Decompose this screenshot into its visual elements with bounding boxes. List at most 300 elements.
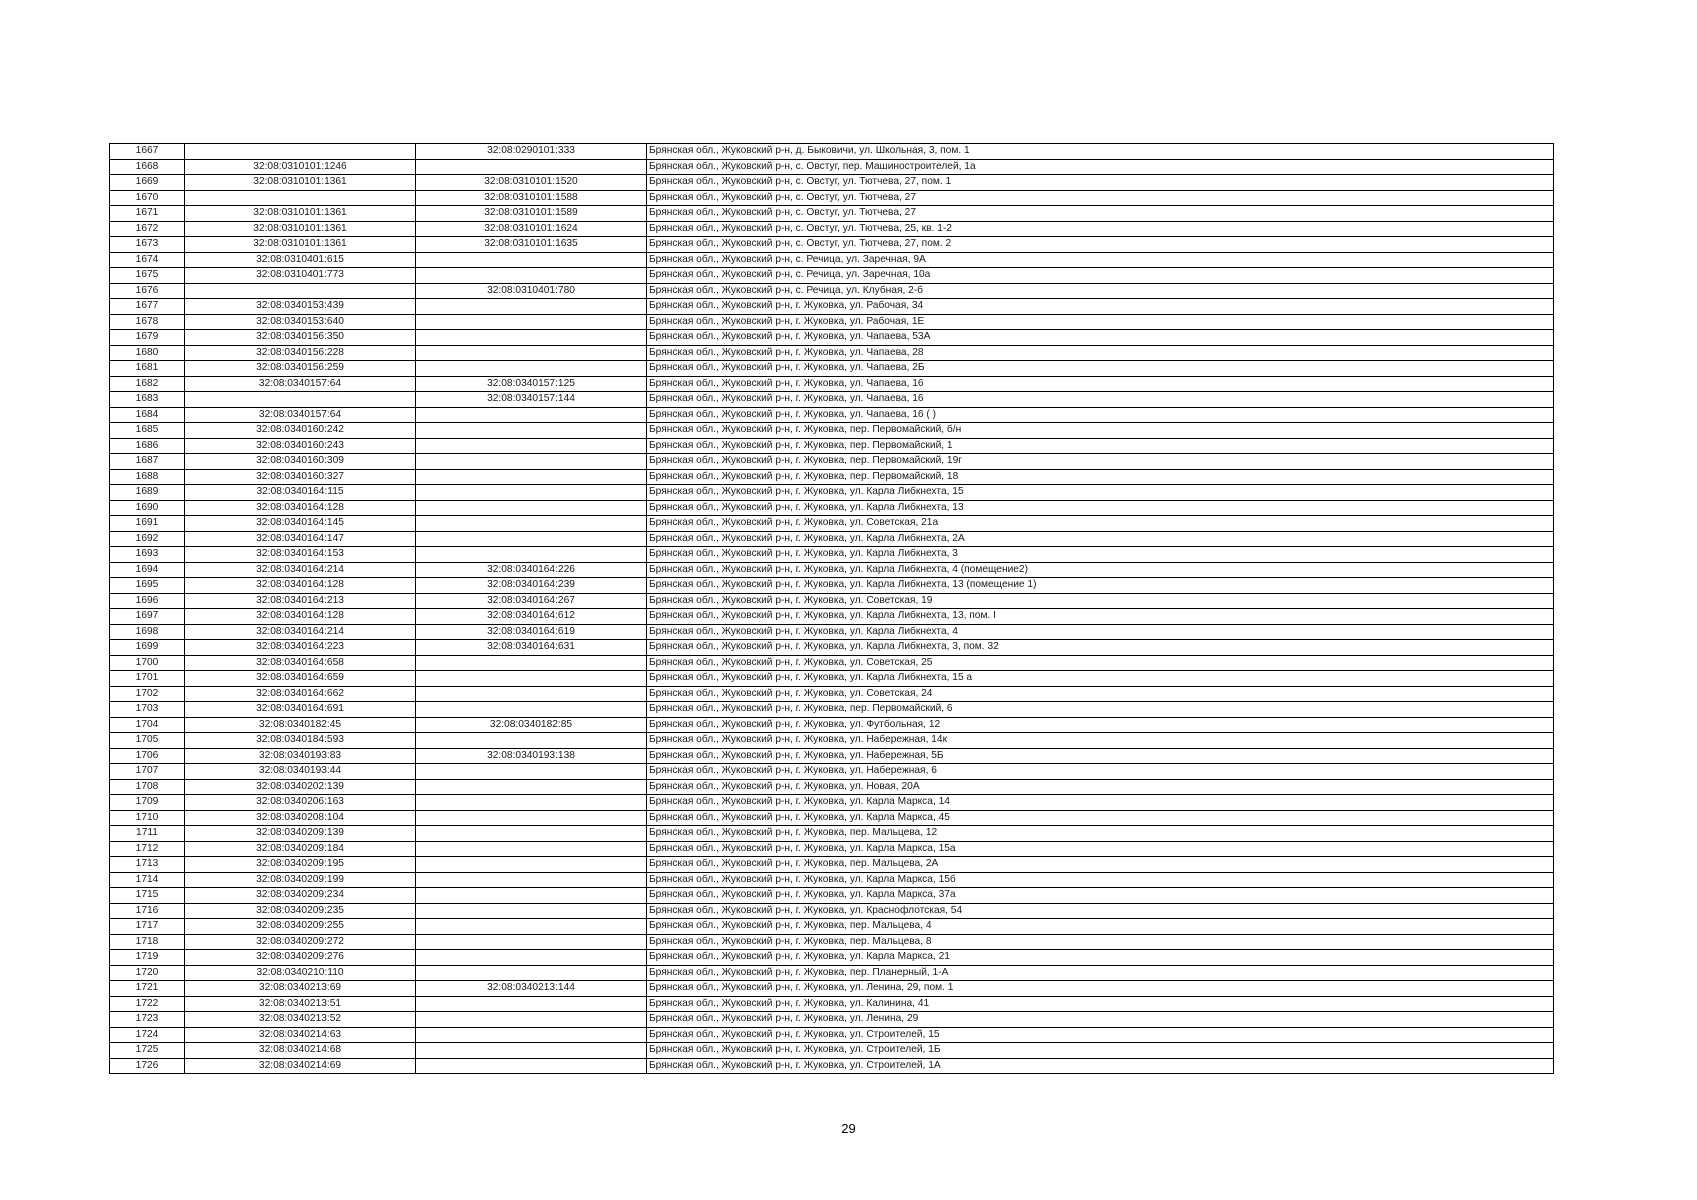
address-cell: Брянская обл., Жуковский р-н, г. Жуковка, пер. Первомайский, 19г — [647, 454, 1554, 470]
address-cell: Брянская обл., Жуковский р-н, г. Жуковка, ул. Карла Либкнехта, 4 — [647, 624, 1554, 640]
table-row — [110, 996, 1554, 1012]
row-number-cell: 1703 — [110, 702, 185, 718]
object-cadastral-number-cell: 32:08:0310401:780 — [416, 283, 647, 299]
object-cadastral-number-cell: 32:08:0340164:267 — [416, 593, 647, 609]
table-row — [110, 764, 1554, 780]
land-cadastral-number-cell: 32:08:0340209:184 — [185, 841, 416, 857]
land-cadastral-number-cell: 32:08:0340184:593 — [185, 733, 416, 749]
object-cadastral-number-cell — [416, 826, 647, 842]
row-number-cell: 1674 — [110, 252, 185, 268]
table-row — [110, 345, 1554, 361]
object-cadastral-number-cell — [416, 159, 647, 175]
object-cadastral-number-cell — [416, 655, 647, 671]
address-cell: Брянская обл., Жуковский р-н, г. Жуковка, ул. Строителей, 1Б — [647, 1043, 1554, 1059]
table-row — [110, 748, 1554, 764]
row-number-cell: 1679 — [110, 330, 185, 346]
object-cadastral-number-cell — [416, 314, 647, 330]
row-number-cell: 1676 — [110, 283, 185, 299]
table-row — [110, 268, 1554, 284]
address-cell: Брянская обл., Жуковский р-н, г. Жуковка, пер. Первомайский, 1 — [647, 438, 1554, 454]
table-row — [110, 531, 1554, 547]
object-cadastral-number-cell — [416, 454, 647, 470]
row-number-cell: 1722 — [110, 996, 185, 1012]
land-cadastral-number-cell: 32:08:0340164:213 — [185, 593, 416, 609]
address-cell: Брянская обл., Жуковский р-н, г. Жуковка, ул. Советская, 19 — [647, 593, 1554, 609]
object-cadastral-number-cell — [416, 423, 647, 439]
object-cadastral-number-cell — [416, 345, 647, 361]
address-cell: Брянская обл., Жуковский р-н, д. Быковичи, ул. Школьная, 3, пом. 1 — [647, 144, 1554, 160]
address-cell: Брянская обл., Жуковский р-н, г. Жуковка, ул. Футбольная, 12 — [647, 717, 1554, 733]
land-cadastral-number-cell: 32:08:0340164:214 — [185, 562, 416, 578]
table-row — [110, 221, 1554, 237]
row-number-cell: 1669 — [110, 175, 185, 191]
object-cadastral-number-cell — [416, 764, 647, 780]
object-cadastral-number-cell — [416, 1012, 647, 1028]
address-cell: Брянская обл., Жуковский р-н, г. Жуковка, пер. Планерный, 1-А — [647, 965, 1554, 981]
row-number-cell: 1686 — [110, 438, 185, 454]
table-row — [110, 516, 1554, 532]
land-cadastral-number-cell: 32:08:0340209:234 — [185, 888, 416, 904]
table-row — [110, 190, 1554, 206]
land-cadastral-number-cell: 32:08:0340164:115 — [185, 485, 416, 501]
address-cell: Брянская обл., Жуковский р-н, г. Жуковка, ул. Ленина, 29, пом. 1 — [647, 981, 1554, 997]
registry-table-body — [110, 144, 1554, 1074]
row-number-cell: 1724 — [110, 1027, 185, 1043]
object-cadastral-number-cell: 32:08:0290101:333 — [416, 144, 647, 160]
address-cell: Брянская обл., Жуковский р-н, с. Речица, ул. Заречная, 10а — [647, 268, 1554, 284]
address-cell: Брянская обл., Жуковский р-н, с. Овстуг, ул. Тютчева, 27 — [647, 190, 1554, 206]
land-cadastral-number-cell — [185, 144, 416, 160]
land-cadastral-number-cell: 32:08:0340209:276 — [185, 950, 416, 966]
object-cadastral-number-cell — [416, 268, 647, 284]
row-number-cell: 1670 — [110, 190, 185, 206]
row-number-cell: 1667 — [110, 144, 185, 160]
address-cell: Брянская обл., Жуковский р-н, г. Жуковка, ул. Карла Либкнехта, 4 (помещение2) — [647, 562, 1554, 578]
address-cell: Брянская обл., Жуковский р-н, г. Жуковка, ул. Карла Либкнехта, 3 — [647, 547, 1554, 563]
address-cell: Брянская обл., Жуковский р-н, г. Жуковка, ул. Советская, 24 — [647, 686, 1554, 702]
table-row — [110, 671, 1554, 687]
table-row — [110, 841, 1554, 857]
land-cadastral-number-cell: 32:08:0340156:350 — [185, 330, 416, 346]
table-row — [110, 717, 1554, 733]
row-number-cell: 1682 — [110, 376, 185, 392]
row-number-cell: 1711 — [110, 826, 185, 842]
table-row — [110, 562, 1554, 578]
row-number-cell: 1680 — [110, 345, 185, 361]
address-cell: Брянская обл., Жуковский р-н, г. Жуковка, ул. Карла Либкнехта, 13 (помещение 1) — [647, 578, 1554, 594]
page-number: 29 — [841, 1121, 856, 1136]
table-row — [110, 593, 1554, 609]
land-cadastral-number-cell: 32:08:0340209:255 — [185, 919, 416, 935]
land-cadastral-number-cell: 32:08:0340182:45 — [185, 717, 416, 733]
address-cell: Брянская обл., Жуковский р-н, с. Овстуг, пер. Машиностроителей, 1а — [647, 159, 1554, 175]
land-cadastral-number-cell: 32:08:0340164:658 — [185, 655, 416, 671]
address-cell: Брянская обл., Жуковский р-н, г. Жуковка, пер. Мальцева, 8 — [647, 934, 1554, 950]
object-cadastral-number-cell — [416, 779, 647, 795]
object-cadastral-number-cell: 32:08:0310101:1624 — [416, 221, 647, 237]
row-number-cell: 1710 — [110, 810, 185, 826]
land-cadastral-number-cell: 32:08:0340160:327 — [185, 469, 416, 485]
address-cell: Брянская обл., Жуковский р-н, с. Овстуг, ул. Тютчева, 27 — [647, 206, 1554, 222]
table-row — [110, 206, 1554, 222]
row-number-cell: 1681 — [110, 361, 185, 377]
table-row — [110, 779, 1554, 795]
land-cadastral-number-cell: 32:08:0340193:83 — [185, 748, 416, 764]
object-cadastral-number-cell — [416, 934, 647, 950]
table-row — [110, 609, 1554, 625]
land-cadastral-number-cell: 32:08:0310101:1361 — [185, 221, 416, 237]
address-cell: Брянская обл., Жуковский р-н, г. Жуковка, пер. Первомайский, 18 — [647, 469, 1554, 485]
table-row — [110, 299, 1554, 315]
land-cadastral-number-cell: 32:08:0340164:128 — [185, 578, 416, 594]
address-cell: Брянская обл., Жуковский р-н, г. Жуковка, ул. Советская, 25 — [647, 655, 1554, 671]
row-number-cell: 1707 — [110, 764, 185, 780]
table-row — [110, 454, 1554, 470]
row-number-cell: 1698 — [110, 624, 185, 640]
row-number-cell: 1709 — [110, 795, 185, 811]
address-cell: Брянская обл., Жуковский р-н, г. Жуковка, пер. Первомайский, б/н — [647, 423, 1554, 439]
land-cadastral-number-cell: 32:08:0310401:773 — [185, 268, 416, 284]
row-number-cell: 1702 — [110, 686, 185, 702]
land-cadastral-number-cell: 32:08:0340209:195 — [185, 857, 416, 873]
object-cadastral-number-cell — [416, 299, 647, 315]
row-number-cell: 1715 — [110, 888, 185, 904]
table-row — [110, 361, 1554, 377]
row-number-cell: 1720 — [110, 965, 185, 981]
object-cadastral-number-cell: 32:08:0340182:85 — [416, 717, 647, 733]
object-cadastral-number-cell: 32:08:0340164:612 — [416, 609, 647, 625]
address-cell: Брянская обл., Жуковский р-н, г. Жуковка, ул. Чапаева, 16 — [647, 392, 1554, 408]
table-row — [110, 624, 1554, 640]
address-cell: Брянская обл., Жуковский р-н, г. Жуковка, ул. Ленина, 29 — [647, 1012, 1554, 1028]
land-cadastral-number-cell: 32:08:0340164:662 — [185, 686, 416, 702]
land-cadastral-number-cell: 32:08:0340214:63 — [185, 1027, 416, 1043]
table-row — [110, 826, 1554, 842]
row-number-cell: 1690 — [110, 500, 185, 516]
row-number-cell: 1704 — [110, 717, 185, 733]
address-cell: Брянская обл., Жуковский р-н, г. Жуковка, ул. Чапаева, 2Б — [647, 361, 1554, 377]
object-cadastral-number-cell — [416, 872, 647, 888]
table-row — [110, 500, 1554, 516]
table-row — [110, 485, 1554, 501]
row-number-cell: 1678 — [110, 314, 185, 330]
row-number-cell: 1689 — [110, 485, 185, 501]
row-number-cell: 1675 — [110, 268, 185, 284]
land-cadastral-number-cell: 32:08:0340202:139 — [185, 779, 416, 795]
land-cadastral-number-cell: 32:08:0340214:69 — [185, 1058, 416, 1074]
row-number-cell: 1687 — [110, 454, 185, 470]
object-cadastral-number-cell — [416, 516, 647, 532]
land-cadastral-number-cell: 32:08:0340209:235 — [185, 903, 416, 919]
object-cadastral-number-cell — [416, 485, 647, 501]
object-cadastral-number-cell — [416, 733, 647, 749]
address-cell: Брянская обл., Жуковский р-н, г. Жуковка, ул. Строителей, 15 — [647, 1027, 1554, 1043]
table-row — [110, 392, 1554, 408]
object-cadastral-number-cell — [416, 795, 647, 811]
address-cell: Брянская обл., Жуковский р-н, г. Жуковка, ул. Карла Маркса, 15а — [647, 841, 1554, 857]
row-number-cell: 1693 — [110, 547, 185, 563]
row-number-cell: 1677 — [110, 299, 185, 315]
land-cadastral-number-cell — [185, 283, 416, 299]
address-cell: Брянская обл., Жуковский р-н, г. Жуковка, ул. Краснофлотская, 54 — [647, 903, 1554, 919]
table-row — [110, 981, 1554, 997]
object-cadastral-number-cell — [416, 919, 647, 935]
address-cell: Брянская обл., Жуковский р-н, г. Жуковка, ул. Новая, 20А — [647, 779, 1554, 795]
table-row — [110, 857, 1554, 873]
row-number-cell: 1699 — [110, 640, 185, 656]
row-number-cell: 1718 — [110, 934, 185, 950]
land-cadastral-number-cell: 32:08:0340164:214 — [185, 624, 416, 640]
land-cadastral-number-cell: 32:08:0340209:199 — [185, 872, 416, 888]
land-cadastral-number-cell — [185, 392, 416, 408]
address-cell: Брянская обл., Жуковский р-н, г. Жуковка, ул. Чапаева, 16 — [647, 376, 1554, 392]
row-number-cell: 1719 — [110, 950, 185, 966]
object-cadastral-number-cell: 32:08:0310101:1635 — [416, 237, 647, 253]
object-cadastral-number-cell — [416, 438, 647, 454]
object-cadastral-number-cell — [416, 671, 647, 687]
address-cell: Брянская обл., Жуковский р-н, г. Жуковка, ул. Набережная, 5Б — [647, 748, 1554, 764]
object-cadastral-number-cell — [416, 469, 647, 485]
address-cell: Брянская обл., Жуковский р-н, г. Жуковка, ул. Рабочая, 34 — [647, 299, 1554, 315]
address-cell: Брянская обл., Жуковский р-н, г. Жуковка, ул. Карла Либкнехта, 15 а — [647, 671, 1554, 687]
object-cadastral-number-cell — [416, 361, 647, 377]
table-row — [110, 872, 1554, 888]
table-row — [110, 1058, 1554, 1074]
table-row — [110, 578, 1554, 594]
row-number-cell: 1701 — [110, 671, 185, 687]
row-number-cell: 1696 — [110, 593, 185, 609]
object-cadastral-number-cell — [416, 841, 647, 857]
land-cadastral-number-cell: 32:08:0340157:64 — [185, 376, 416, 392]
land-cadastral-number-cell: 32:08:0340164:147 — [185, 531, 416, 547]
object-cadastral-number-cell — [416, 996, 647, 1012]
object-cadastral-number-cell — [416, 531, 647, 547]
land-cadastral-number-cell: 32:08:0340164:659 — [185, 671, 416, 687]
land-cadastral-number-cell: 32:08:0340164:128 — [185, 500, 416, 516]
land-cadastral-number-cell: 32:08:0340160:243 — [185, 438, 416, 454]
address-cell: Брянская обл., Жуковский р-н, г. Жуковка, ул. Набережная, 6 — [647, 764, 1554, 780]
address-cell: Брянская обл., Жуковский р-н, г. Жуковка, ул. Карла Либкнехта, 15 — [647, 485, 1554, 501]
land-cadastral-number-cell: 32:08:0340164:153 — [185, 547, 416, 563]
address-cell: Брянская обл., Жуковский р-н, г. Жуковка, ул. Чапаева, 28 — [647, 345, 1554, 361]
table-row — [110, 1027, 1554, 1043]
land-cadastral-number-cell: 32:08:0340164:128 — [185, 609, 416, 625]
object-cadastral-number-cell: 32:08:0340157:144 — [416, 392, 647, 408]
object-cadastral-number-cell — [416, 965, 647, 981]
address-cell: Брянская обл., Жуковский р-н, г. Жуковка, ул. Карла Либкнехта, 2А — [647, 531, 1554, 547]
row-number-cell: 1691 — [110, 516, 185, 532]
address-cell: Брянская обл., Жуковский р-н, г. Жуковка, ул. Карла Маркса, 14 — [647, 795, 1554, 811]
object-cadastral-number-cell — [416, 686, 647, 702]
land-cadastral-number-cell: 32:08:0340164:223 — [185, 640, 416, 656]
table-row — [110, 702, 1554, 718]
object-cadastral-number-cell: 32:08:0340193:138 — [416, 748, 647, 764]
object-cadastral-number-cell — [416, 1043, 647, 1059]
row-number-cell: 1708 — [110, 779, 185, 795]
row-number-cell: 1700 — [110, 655, 185, 671]
row-number-cell: 1714 — [110, 872, 185, 888]
table-row — [110, 934, 1554, 950]
land-cadastral-number-cell: 32:08:0340193:44 — [185, 764, 416, 780]
address-cell: Брянская обл., Жуковский р-н, г. Жуковка, ул. Карла Маркса, 21 — [647, 950, 1554, 966]
object-cadastral-number-cell — [416, 1058, 647, 1074]
table-row — [110, 965, 1554, 981]
object-cadastral-number-cell — [416, 547, 647, 563]
land-cadastral-number-cell: 32:08:0310101:1361 — [185, 237, 416, 253]
address-cell: Брянская обл., Жуковский р-н, г. Жуковка, ул. Карла Либкнехта, 13, пом. I — [647, 609, 1554, 625]
table-row — [110, 314, 1554, 330]
object-cadastral-number-cell — [416, 888, 647, 904]
object-cadastral-number-cell — [416, 702, 647, 718]
address-cell: Брянская обл., Жуковский р-н, с. Речица, ул. Заречная, 9А — [647, 252, 1554, 268]
row-number-cell: 1695 — [110, 578, 185, 594]
object-cadastral-number-cell: 32:08:0340164:239 — [416, 578, 647, 594]
row-number-cell: 1688 — [110, 469, 185, 485]
land-cadastral-number-cell: 32:08:0340208:104 — [185, 810, 416, 826]
land-cadastral-number-cell: 32:08:0310101:1246 — [185, 159, 416, 175]
object-cadastral-number-cell: 32:08:0310101:1589 — [416, 206, 647, 222]
object-cadastral-number-cell — [416, 903, 647, 919]
land-cadastral-number-cell: 32:08:0340156:259 — [185, 361, 416, 377]
row-number-cell: 1683 — [110, 392, 185, 408]
object-cadastral-number-cell — [416, 252, 647, 268]
table-row — [110, 810, 1554, 826]
row-number-cell: 1705 — [110, 733, 185, 749]
table-row — [110, 795, 1554, 811]
table-row — [110, 376, 1554, 392]
row-number-cell: 1721 — [110, 981, 185, 997]
address-cell: Брянская обл., Жуковский р-н, г. Жуковка, ул. Карла Маркса, 37а — [647, 888, 1554, 904]
land-cadastral-number-cell: 32:08:0310101:1361 — [185, 175, 416, 191]
address-cell: Брянская обл., Жуковский р-н, г. Жуковка, ул. Чапаева, 53А — [647, 330, 1554, 346]
address-cell: Брянская обл., Жуковский р-н, г. Жуковка, ул. Карла Маркса, 45 — [647, 810, 1554, 826]
address-cell: Брянская обл., Жуковский р-н, г. Жуковка, ул. Карла Либкнехта, 3, пом. 32 — [647, 640, 1554, 656]
row-number-cell: 1673 — [110, 237, 185, 253]
table-row — [110, 469, 1554, 485]
address-cell: Брянская обл., Жуковский р-н, г. Жуковка, ул. Набережная, 14к — [647, 733, 1554, 749]
object-cadastral-number-cell — [416, 407, 647, 423]
land-cadastral-number-cell: 32:08:0340164:145 — [185, 516, 416, 532]
land-cadastral-number-cell: 32:08:0340214:68 — [185, 1043, 416, 1059]
row-number-cell: 1684 — [110, 407, 185, 423]
object-cadastral-number-cell — [416, 950, 647, 966]
property-registry-table — [109, 143, 1554, 1074]
land-cadastral-number-cell: 32:08:0340160:242 — [185, 423, 416, 439]
land-cadastral-number-cell — [185, 190, 416, 206]
table-row — [110, 950, 1554, 966]
land-cadastral-number-cell: 32:08:0340156:228 — [185, 345, 416, 361]
table-row — [110, 407, 1554, 423]
object-cadastral-number-cell: 32:08:0310101:1520 — [416, 175, 647, 191]
land-cadastral-number-cell: 32:08:0340209:139 — [185, 826, 416, 842]
object-cadastral-number-cell: 32:08:0340164:631 — [416, 640, 647, 656]
table-row — [110, 903, 1554, 919]
row-number-cell: 1713 — [110, 857, 185, 873]
address-cell: Брянская обл., Жуковский р-н, г. Жуковка, пер. Мальцева, 2А — [647, 857, 1554, 873]
object-cadastral-number-cell — [416, 1027, 647, 1043]
object-cadastral-number-cell — [416, 810, 647, 826]
address-cell: Брянская обл., Жуковский р-н, г. Жуковка, ул. Карла Маркса, 15б — [647, 872, 1554, 888]
land-cadastral-number-cell: 32:08:0340213:52 — [185, 1012, 416, 1028]
table-row — [110, 1012, 1554, 1028]
object-cadastral-number-cell — [416, 857, 647, 873]
land-cadastral-number-cell: 32:08:0340213:51 — [185, 996, 416, 1012]
row-number-cell: 1717 — [110, 919, 185, 935]
table-row — [110, 159, 1554, 175]
address-cell: Брянская обл., Жуковский р-н, г. Жуковка, ул. Рабочая, 1Е — [647, 314, 1554, 330]
table-row — [110, 686, 1554, 702]
address-cell: Брянская обл., Жуковский р-н, г. Жуковка, пер. Мальцева, 12 — [647, 826, 1554, 842]
land-cadastral-number-cell: 32:08:0340164:691 — [185, 702, 416, 718]
row-number-cell: 1672 — [110, 221, 185, 237]
object-cadastral-number-cell — [416, 500, 647, 516]
table-row — [110, 919, 1554, 935]
table-row — [110, 888, 1554, 904]
row-number-cell: 1694 — [110, 562, 185, 578]
address-cell: Брянская обл., Жуковский р-н, г. Жуковка, ул. Чапаева, 16 ( ) — [647, 407, 1554, 423]
land-cadastral-number-cell: 32:08:0340210:110 — [185, 965, 416, 981]
address-cell: Брянская обл., Жуковский р-н, с. Овстуг, ул. Тютчева, 27, пом. 2 — [647, 237, 1554, 253]
row-number-cell: 1692 — [110, 531, 185, 547]
row-number-cell: 1723 — [110, 1012, 185, 1028]
row-number-cell: 1685 — [110, 423, 185, 439]
address-cell: Брянская обл., Жуковский р-н, г. Жуковка, пер. Первомайский, 6 — [647, 702, 1554, 718]
row-number-cell: 1725 — [110, 1043, 185, 1059]
table-row — [110, 640, 1554, 656]
row-number-cell: 1726 — [110, 1058, 185, 1074]
row-number-cell: 1716 — [110, 903, 185, 919]
table-row — [110, 733, 1554, 749]
address-cell: Брянская обл., Жуковский р-н, г. Жуковка, ул. Калинина, 41 — [647, 996, 1554, 1012]
land-cadastral-number-cell: 32:08:0340157:64 — [185, 407, 416, 423]
address-cell: Брянская обл., Жуковский р-н, с. Овстуг, ул. Тютчева, 27, пом. 1 — [647, 175, 1554, 191]
table-row — [110, 423, 1554, 439]
land-cadastral-number-cell: 32:08:0340153:640 — [185, 314, 416, 330]
address-cell: Брянская обл., Жуковский р-н, г. Жуковка, ул. Строителей, 1А — [647, 1058, 1554, 1074]
address-cell: Брянская обл., Жуковский р-н, г. Жуковка, ул. Карла Либкнехта, 13 — [647, 500, 1554, 516]
table-row — [110, 1043, 1554, 1059]
table-row — [110, 330, 1554, 346]
address-cell: Брянская обл., Жуковский р-н, с. Овстуг, ул. Тютчева, 25, кв. 1-2 — [647, 221, 1554, 237]
object-cadastral-number-cell: 32:08:0340164:226 — [416, 562, 647, 578]
land-cadastral-number-cell: 32:08:0340209:272 — [185, 934, 416, 950]
land-cadastral-number-cell: 32:08:0340213:69 — [185, 981, 416, 997]
table-row — [110, 438, 1554, 454]
table-row — [110, 252, 1554, 268]
row-number-cell: 1706 — [110, 748, 185, 764]
land-cadastral-number-cell: 32:08:0310101:1361 — [185, 206, 416, 222]
table-row — [110, 547, 1554, 563]
address-cell: Брянская обл., Жуковский р-н, г. Жуковка, ул. Советская, 21а — [647, 516, 1554, 532]
object-cadastral-number-cell — [416, 330, 647, 346]
land-cadastral-number-cell: 32:08:0340206:163 — [185, 795, 416, 811]
row-number-cell: 1668 — [110, 159, 185, 175]
object-cadastral-number-cell: 32:08:0340213:144 — [416, 981, 647, 997]
row-number-cell: 1671 — [110, 206, 185, 222]
table-row — [110, 237, 1554, 253]
row-number-cell: 1712 — [110, 841, 185, 857]
object-cadastral-number-cell: 32:08:0310101:1588 — [416, 190, 647, 206]
row-number-cell: 1697 — [110, 609, 185, 625]
object-cadastral-number-cell: 32:08:0340157:125 — [416, 376, 647, 392]
table-row — [110, 144, 1554, 160]
object-cadastral-number-cell: 32:08:0340164:619 — [416, 624, 647, 640]
land-cadastral-number-cell: 32:08:0340153:439 — [185, 299, 416, 315]
land-cadastral-number-cell: 32:08:0310401:615 — [185, 252, 416, 268]
land-cadastral-number-cell: 32:08:0340160:309 — [185, 454, 416, 470]
address-cell: Брянская обл., Жуковский р-н, с. Речица, ул. Клубная, 2-б — [647, 283, 1554, 299]
table-row — [110, 655, 1554, 671]
